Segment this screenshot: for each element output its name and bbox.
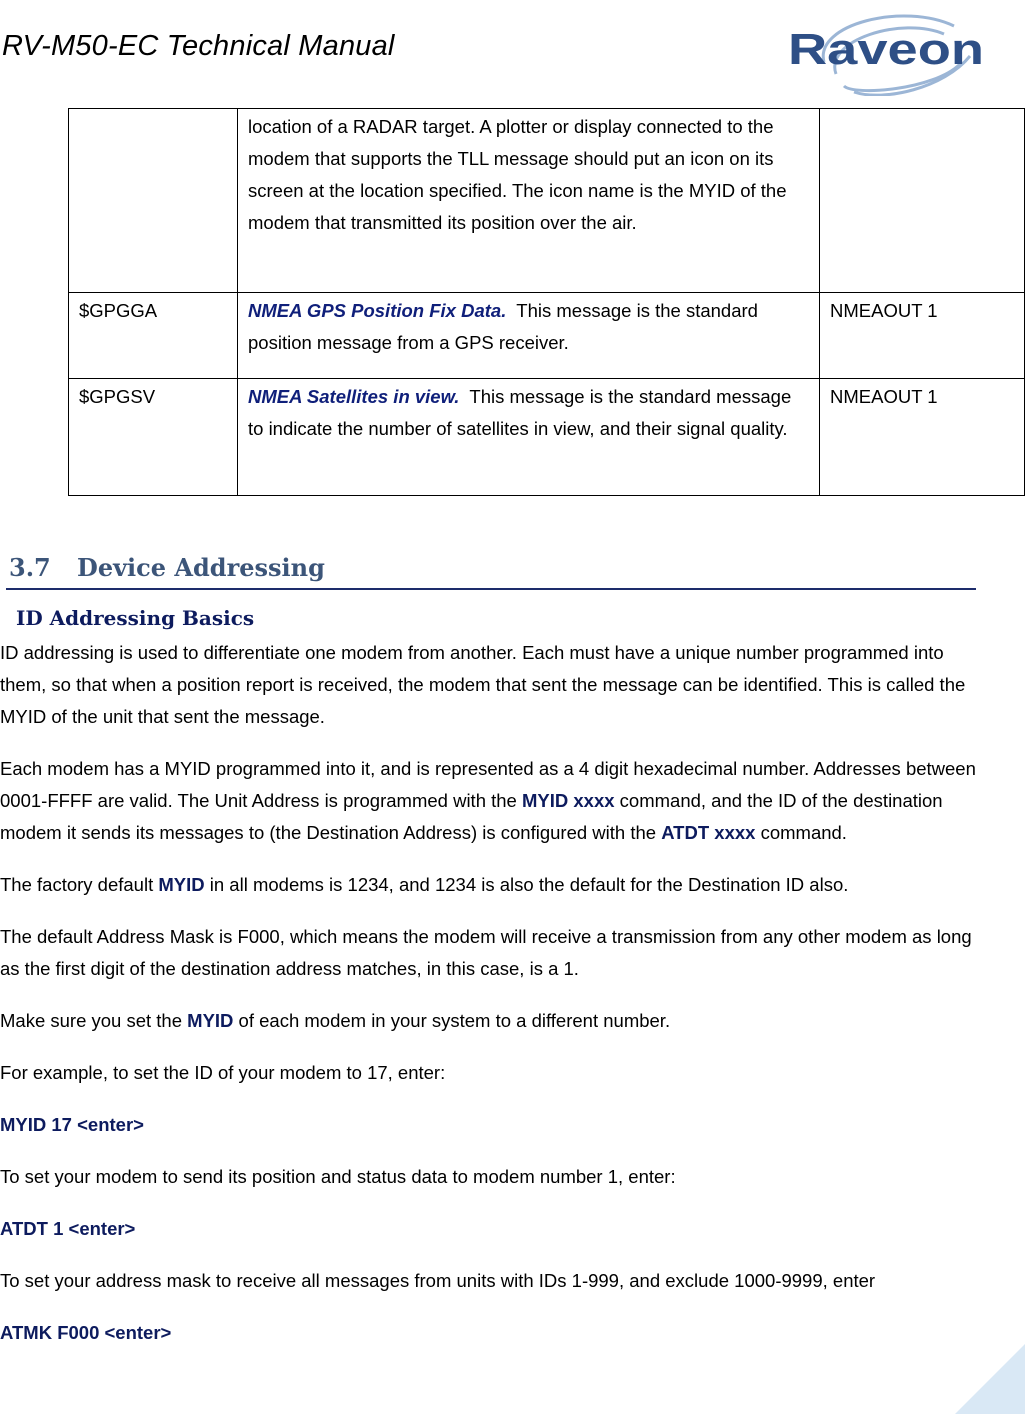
subheading: ID Addressing Basics xyxy=(16,606,255,630)
body-text xyxy=(0,637,985,1369)
paragraph: To set your address mask to receive all messages from units with IDs 1-999, and exclude 1000-9999, enter xyxy=(0,1270,876,1291)
description-cell xyxy=(238,293,820,379)
command-cell: $GPGSV xyxy=(69,379,238,496)
paragraph: ID addressing is used to differentiate one modem from another. Each must have a unique number programmed into them, so that when a position report is received, the modem that sent the message can be identified. This is called the MYID of the unit that sent the message. xyxy=(0,642,966,727)
command-keyword: MYID xyxy=(187,1010,234,1031)
section-number: 3.7 xyxy=(9,553,51,582)
description-cell xyxy=(238,109,820,293)
text-run: Make sure you set the xyxy=(0,1010,188,1031)
text-run: The factory default xyxy=(0,874,159,895)
paragraph: The default Address Mask is F000, which means the modem will receive a transmission from any other modem as long as the first digit of the destination address matches, in this case, is a 1. xyxy=(0,926,972,979)
table-row xyxy=(69,293,1025,379)
description-highlight: NMEA Satellites in view. xyxy=(248,386,460,407)
table-row xyxy=(69,109,1025,293)
text-run: command, and the ID of the destination modem it sends its messages to (the Destination Address) is configured with the xyxy=(0,790,943,843)
setting-cell xyxy=(820,109,1025,293)
document-title: RV-M50-EC Technical Manual xyxy=(2,30,395,62)
section-heading xyxy=(6,553,976,590)
description-text: This message is the standard message to indicate the number of satellites in view, and their signal quality. xyxy=(248,386,797,439)
description-highlight: NMEA GPS Position Fix Data. xyxy=(248,300,507,321)
command-table xyxy=(68,108,1025,496)
text-run: command. xyxy=(755,822,847,843)
setting-cell: NMEAOUT 1 xyxy=(820,293,1025,379)
text-run: in all modems is 1234, and 1234 is also the default for the Destination ID also. xyxy=(204,874,849,895)
paragraph xyxy=(0,869,985,901)
command-example: ATMK F000 <enter> xyxy=(0,1322,172,1343)
command-keyword: MYID xyxy=(158,874,205,895)
command-keyword: MYID xxxx xyxy=(521,790,615,811)
setting-cell: NMEAOUT 1 xyxy=(820,379,1025,496)
paragraph xyxy=(0,1005,985,1037)
description-text: location of a RADAR target. A plotter or display connected to the modem that supports the TLL message should put an icon on its screen at the location specified. The icon name is the MYID of the modem that transmitted its position over the air. xyxy=(248,116,787,233)
table-row xyxy=(69,379,1025,496)
section-title: Device Addressing xyxy=(77,553,325,582)
raveon-logo xyxy=(784,4,990,96)
paragraph: For example, to set the ID of your modem to 17, enter: xyxy=(0,1062,446,1083)
logo-wordmark: Raveon xyxy=(788,25,984,74)
description-text: This message is the standard position message from a GPS receiver. xyxy=(248,300,764,353)
text-run: of each modem in your system to a different number. xyxy=(233,1010,671,1031)
paragraph: To set your modem to send its position and status data to modem number 1, enter: xyxy=(0,1166,676,1187)
command-cell: $GPGGA xyxy=(69,293,238,379)
paragraph xyxy=(0,753,985,849)
command-keyword: ATDT xxxx xyxy=(661,822,756,843)
description-cell xyxy=(238,379,820,496)
page-corner-decoration xyxy=(955,1344,1025,1414)
command-cell xyxy=(69,109,238,293)
command-example: ATDT 1 <enter> xyxy=(0,1218,136,1239)
command-example: MYID 17 <enter> xyxy=(0,1114,144,1135)
text-run: Each modem has a MYID programmed into it, and is represented as a 4 digit hexadecimal number. Addresses between 0001-FFFF are valid. The Unit Address is programmed with the xyxy=(0,758,976,811)
